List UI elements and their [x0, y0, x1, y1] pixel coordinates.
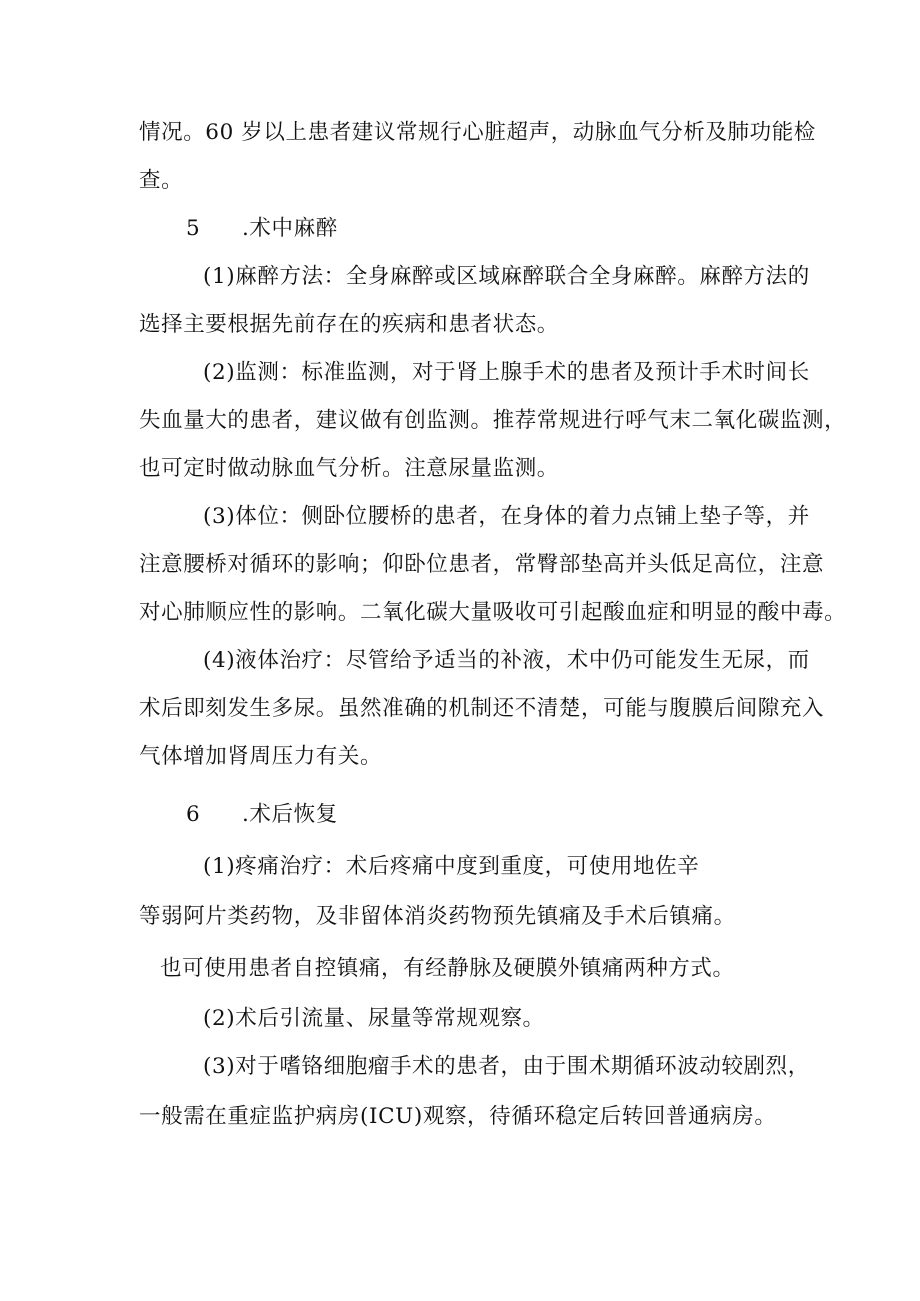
- section-heading-5: [186, 214, 898, 244]
- paragraph-line: (1)麻醉方法：全身麻醉或区域麻醉联合全身麻醉。麻醉方法的: [203, 264, 810, 289]
- paragraph-line: 注意腰桥对循环的影响；仰卧位患者，常臀部垫高并头低足高位，注意: [139, 552, 825, 577]
- paragraph-line: 选择主要根据先前存在的疾病和患者状态。: [139, 312, 559, 337]
- paragraph-line: 一般需在重症监护病房(ICU)观察，待循环稳定后转回普通病房。: [139, 1104, 777, 1129]
- paragraph-line: 对心肺顺应性的影响。二氧化碳大量吸收可引起酸血症和明显的酸中毒。: [139, 600, 847, 625]
- paragraph-line: 等弱阿片类药物，及非留体消炎药物预先镇痛及手术后镇痛。: [139, 904, 736, 929]
- paragraph-line: (3)体位：侧卧位腰桥的患者，在身体的着力点铺上垫子等，并: [203, 504, 810, 529]
- paragraph-line: 气体增加肾周压力有关。: [139, 744, 383, 769]
- paragraph-line: (3)对于嗜铬细胞瘤手术的患者，由于围术期循环波动较剧烈，: [203, 1054, 810, 1079]
- section-title: .术后恢复: [242, 802, 338, 827]
- section-number: 6: [186, 802, 201, 827]
- paragraph-line: (4)液体治疗：尽管给予适当的补液，术中仍可能发生无尿，而: [203, 648, 810, 673]
- paragraph-line: (1)疼痛治疗：术后疼痛中度到重度，可使用地佐辛: [203, 854, 700, 879]
- paragraph-line: 查。: [139, 168, 184, 193]
- section-number: 5: [186, 216, 201, 241]
- paragraph-line: (2)术后引流量、尿量等常规观察。: [203, 1006, 545, 1031]
- paragraph-line: 情况。60 岁以上患者建议常规行心脏超声，动脉血气分析及肺功能检: [139, 120, 816, 145]
- section-title: .术中麻醉: [242, 216, 338, 241]
- paragraph-line: 也可使用患者自控镇痛，有经静脉及硬膜外镇痛两种方式。: [160, 956, 735, 981]
- paragraph-line: (2)监测：标准监测，对于肾上腺手术的患者及预计手术时间长: [203, 360, 810, 385]
- paragraph-line: 术后即刻发生多尿。虽然准确的机制还不清楚，可能与腹膜后间隙充入: [139, 696, 825, 721]
- paragraph-line: 也可定时做动脉血气分析。注意尿量监测。: [139, 456, 559, 481]
- paragraph-line: 失血量大的患者，建议做有创监测。推荐常规进行呼气末二氧化碳监测，: [139, 408, 847, 433]
- section-heading-6: [186, 800, 898, 830]
